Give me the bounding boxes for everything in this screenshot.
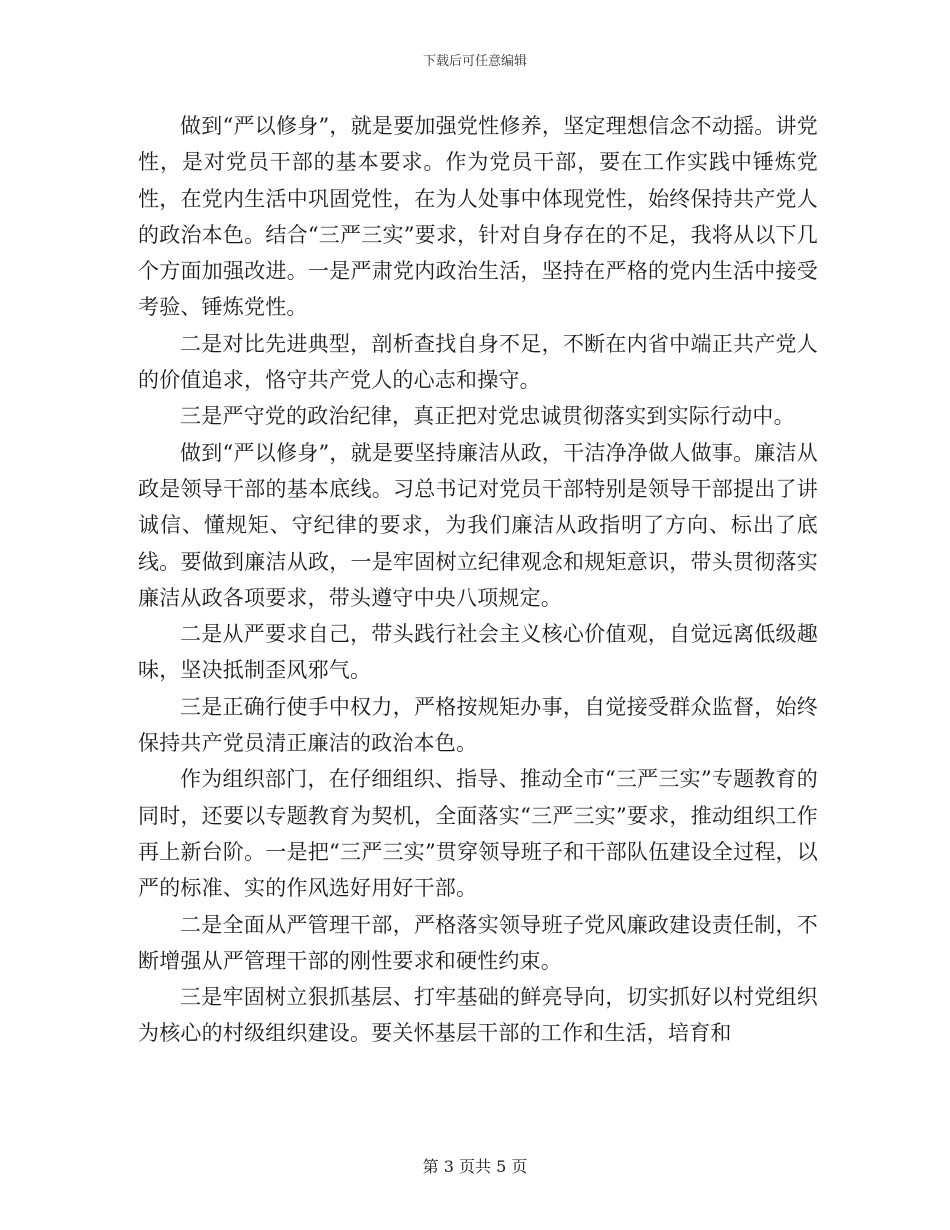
document-body xyxy=(138,108,818,1052)
paragraph: 做到“严以修身”，就是要加强党性修养，坚定理想信念不动摇。讲党性，是对党员干部的基本要求。作为党员干部，要在工作实践中锤炼党性，在党内生活中巩固党性，在为人处事中体现党性，始终保持共产党人的政治本色。结合“三严三实”要求，针对自身存在的不足，我将从以下几个方面加强改进。一是严肃党内政治生活，坚持在严格的党内生活中接受考验、锤炼党性。 xyxy=(138,114,818,320)
paragraph: 三是牢固树立狠抓基层、打牢基础的鲜亮导向，切实抓好以村党组织为核心的村级组织建设。要关怀基层干部的工作和生活，培育和 xyxy=(138,985,818,1046)
page-header: 下载后可任意编辑 xyxy=(422,54,527,69)
paragraph: 二是对比先进典型，剖析查找自身不足，不断在内省中端正共产党人的价值追求，恪守共产党人的心志和操守。 xyxy=(138,331,818,393)
page-number: 第 3 页共 5 页 xyxy=(422,1157,528,1176)
paragraph: 三是正确行使手中权力，严格按规矩办事，自觉接受群众监督，始终保持共产党员清正廉洁的政治本色。 xyxy=(138,694,818,756)
paragraph: 做到“严以修身”，就是要坚持廉洁从政，干洁净净做人做事。廉洁从政是领导干部的基本底线。习总书记对党员干部特别是领导干部提出了讲诚信、懂规矩、守纪律的要求，为我们廉洁从政指明了方向、标出了底线。要做到廉洁从政，一是牢固树立纪律观念和规矩意识，带头贯彻落实廉洁从政各项要求，带头遵守中央八项规定。 xyxy=(138,440,818,610)
paragraph: 二是从严要求自己，带头践行社会主义核心价值观，自觉远离低级趣味，坚决抵制歪风邪气。 xyxy=(138,622,818,683)
paragraph: 作为组织部门，在仔细组织、指导、推动全市“三严三实”专题教育的同时，还要以专题教育为契机，全面落实“三严三实”要求，推动组织工作再上新台阶。一是把“三严三实”贯穿领导班子和干部队伍建设全过程，以严的标准、实的作风选好用好干部。 xyxy=(138,767,818,901)
paragraph: 二是全面从严管理干部，严格落实领导班子党风廉政建设责任制，不断增强从严管理干部的刚性要求和硬性约束。 xyxy=(138,912,818,973)
paragraph: 三是严守党的政治纪律，真正把对党忠诚贯彻落实到实际行动中。 xyxy=(180,404,795,429)
